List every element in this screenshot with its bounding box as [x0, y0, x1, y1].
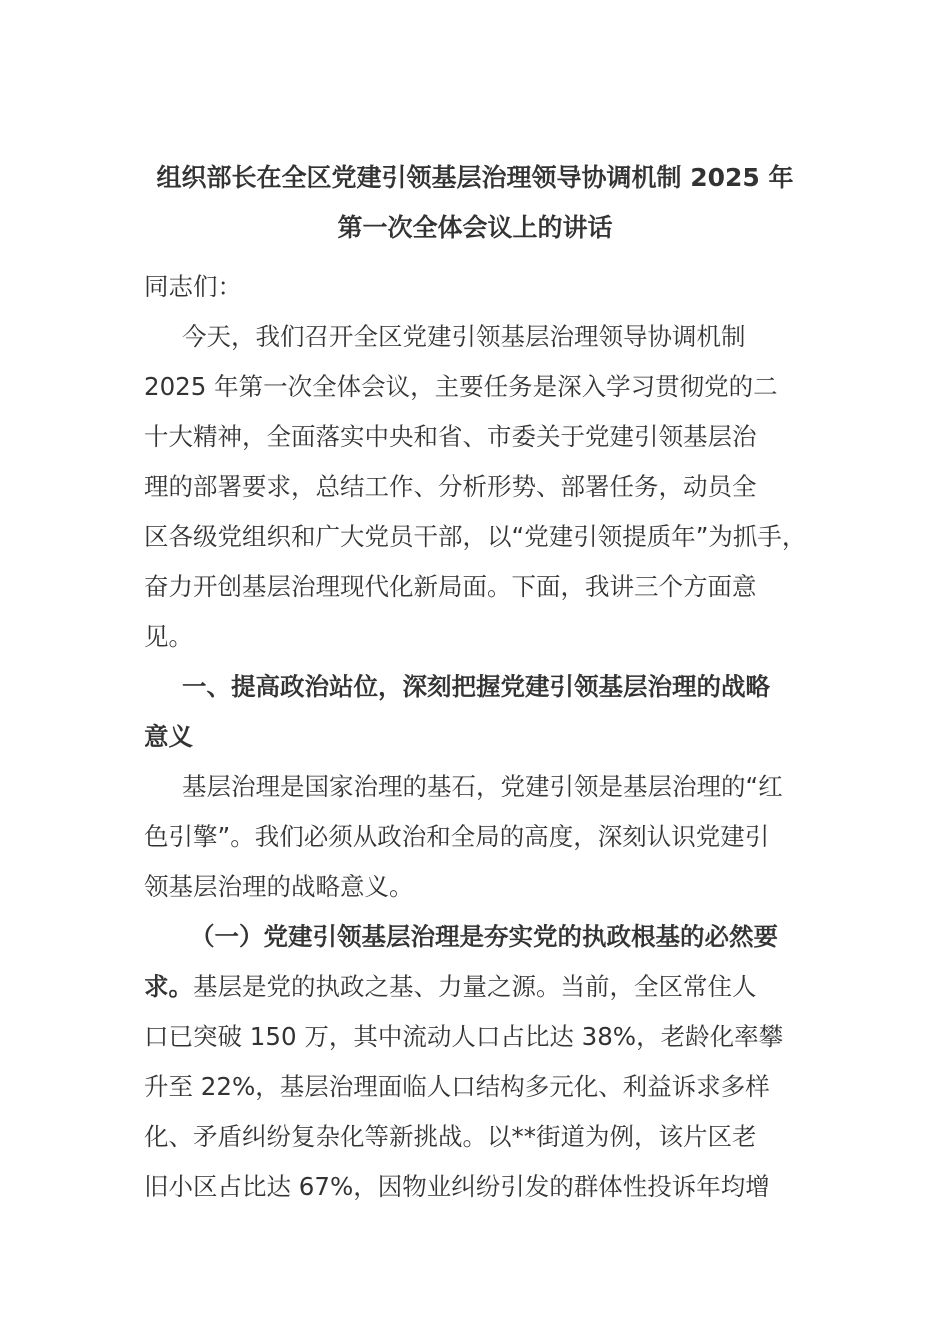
intro-paragraph-line: 十大精神，全面落实中央和省、市委关于党建引领基层治 — [144, 422, 757, 451]
intro-paragraph-line: 区各级党组织和广大党员干部，以“党建引领提质年”为抓手， — [144, 522, 807, 551]
subsection-1-body-start: 基层是党的执政之基、力量之源。当前，全区常住人 — [193, 972, 757, 1001]
intro-paragraph-line: 2025 年第一次全体会议，主要任务是深入学习贯彻党的二 — [144, 372, 778, 401]
subsection-1-body-line: 化、矛盾纠纷复杂化等新挑战。以**街道为例，该片区老 — [144, 1122, 757, 1151]
subsection-1-body-line: 旧小区占比达 67%，因物业纠纷引发的群体性投诉年均增 — [144, 1172, 770, 1201]
salutation: 同志们： — [144, 272, 242, 301]
subsection-1-line-mixed — [144, 970, 757, 1004]
subsection-1-body-line: 升至 22%，基层治理面临人口结构多元化、利益诉求多样 — [144, 1072, 770, 1101]
subsection-1-body-line: 口已突破 150 万，其中流动人口占比达 38%，老龄化率攀 — [144, 1022, 784, 1051]
intro-paragraph-line: 理的部署要求，总结工作、分析形势、部署任务，动员全 — [144, 472, 757, 501]
section-1-body-line: 色引擎”。我们必须从政治和全局的高度，深刻认识党建引 — [144, 822, 770, 851]
intro-paragraph-line: 奋力开创基层治理现代化新局面。下面，我讲三个方面意 — [144, 572, 757, 601]
section-1-heading-continued: 意义 — [144, 722, 193, 751]
subsection-1-heading: （一）党建引领基层治理是夯实党的执政根基的必然要 — [190, 922, 778, 951]
document-title-line-2: 第一次全体会议上的讲话 — [337, 213, 613, 242]
subsection-1-heading-end: 求。 — [144, 972, 193, 1001]
document-title-line-1: 组织部长在全区党建引领基层治理领导协调机制 2025 年 — [156, 163, 794, 192]
intro-paragraph-line: 见。 — [144, 622, 193, 651]
section-1-body-line: 领基层治理的战略意义。 — [144, 872, 414, 901]
section-1-heading: 一、提高政治站位，深刻把握党建引领基层治理的战略 — [182, 672, 770, 701]
intro-paragraph-line: 今天，我们召开全区党建引领基层治理领导协调机制 — [182, 322, 746, 351]
section-1-body-line: 基层治理是国家治理的基石，党建引领是基层治理的“红 — [182, 772, 783, 801]
